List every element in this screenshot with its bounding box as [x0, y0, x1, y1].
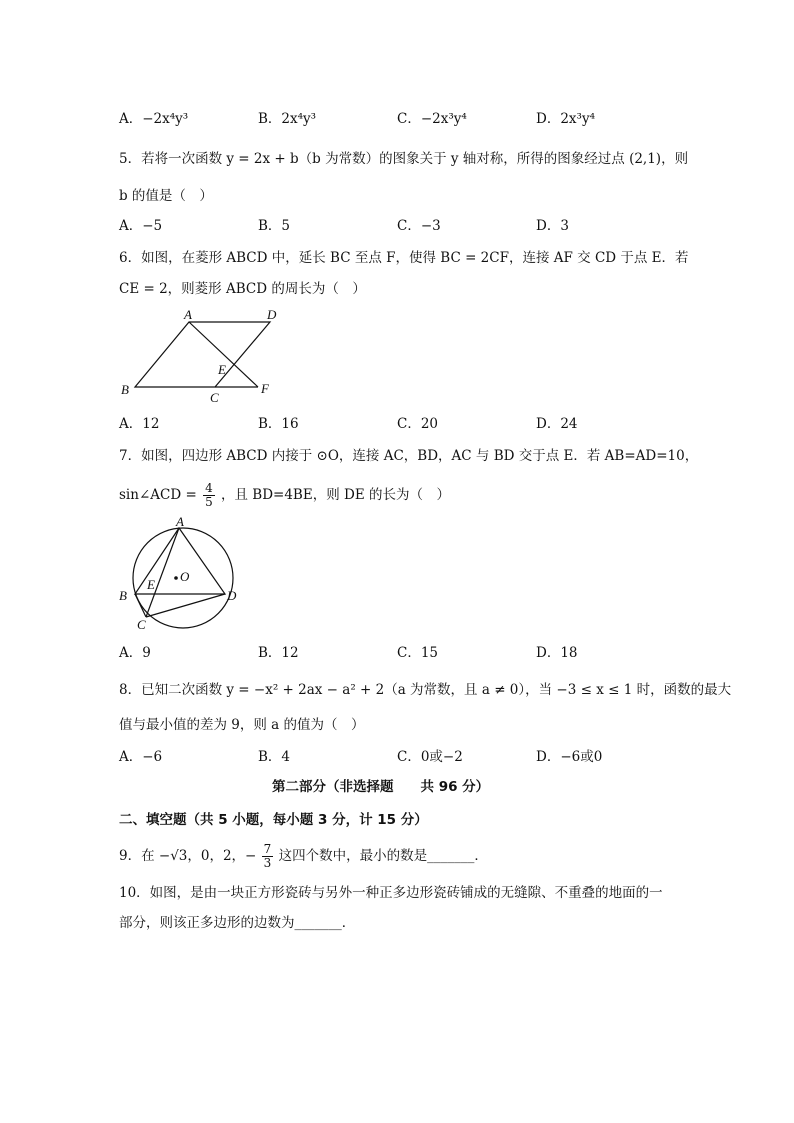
q6-rhombus-figure	[115, 306, 285, 406]
q5-option-b: B．5	[258, 218, 291, 234]
q6-option-b: B．16	[258, 416, 299, 432]
part2-title: 第二部分（非选择题 共 96 分）	[272, 779, 490, 795]
q7-option-d: D．18	[536, 645, 578, 661]
q7-fraction-numerator: 4	[205, 481, 213, 495]
q7-fraction	[203, 482, 215, 509]
q7-sin-label: sin∠ACD =	[119, 487, 197, 503]
label-e: E	[218, 362, 226, 377]
q6-option-c: C．20	[397, 416, 439, 432]
q7-option-c: C．15	[397, 645, 439, 661]
label-b: B	[119, 588, 127, 603]
q4-option-c: C．−2x³y⁴	[397, 111, 467, 127]
label-f: F	[261, 381, 269, 396]
q9-suffix: 这四个数中，最小的数是_______．	[278, 848, 488, 864]
rhombus-abcd	[135, 322, 270, 387]
q6-text-line2: CE = 2，则菱形 ABCD 的周长为（ ）	[119, 281, 366, 297]
q6-option-a: A．12	[119, 416, 160, 432]
q7-option-b: B．12	[258, 645, 299, 661]
label-a: A	[184, 307, 192, 322]
q9-text	[119, 843, 488, 870]
q10-text-line1: 10．如图，是由一块正方形瓷砖与另外一种正多边形瓷砖铺成的无缝隙、不重叠的地面的一	[119, 885, 663, 901]
q9-fraction-denominator: 3	[263, 856, 272, 870]
q5-option-a: A．−5	[119, 218, 163, 234]
q7-text-line1: 7．如图，四边形 ABCD 内接于 ⊙O，连接 AC，BD，AC 与 BD 交于点 E．若 AB=AD=10，	[119, 448, 699, 464]
label-e: E	[147, 577, 155, 592]
q5-option-d: D．3	[536, 218, 569, 234]
q5-text-line2: b 的值是（ ）	[119, 188, 213, 204]
q9-fraction-numerator: 7	[263, 842, 272, 856]
q8-option-a: A．−6	[119, 749, 163, 765]
segment-cd	[146, 594, 225, 617]
q7-circle-figure	[115, 514, 245, 634]
label-c: C	[137, 617, 146, 632]
q7-option-a: A．9	[119, 645, 151, 661]
q4-option-b: B．2x⁴y³	[258, 111, 317, 127]
label-d: D	[227, 588, 237, 603]
label-o: O	[180, 569, 190, 584]
label-a: A	[176, 514, 184, 529]
q4-option-a: A．−2x⁴y³	[119, 111, 189, 127]
q6-text-line1: 6．如图，在菱形 ABCD 中，延长 BC 至点 F，使得 BC = 2CF，连接 AF 交 CD 于点 E．若	[119, 250, 689, 266]
q5-option-c: C．−3	[397, 218, 441, 234]
q7-condition-text: ，且 BD=4BE，则 DE 的长为（ ）	[221, 487, 450, 503]
q8-option-d: D．−6或0	[536, 749, 603, 765]
q10-text-line2: 部分，则该正多边形的边数为_______．	[119, 915, 356, 931]
q6-option-d: D．24	[536, 416, 578, 432]
q5-text-line1: 5．若将一次函数 y = 2x + b（b 为常数）的图象关于 y 轴对称，所得的图象经过点 (2,1)，则	[119, 151, 689, 167]
q9-prefix: 9．在 −√3，0，2，−	[119, 848, 257, 864]
center-point	[174, 576, 178, 580]
label-c: C	[210, 390, 219, 405]
q8-text-line2: 值与最小值的差为 9，则 a 的值为（ ）	[119, 717, 365, 733]
q7-fraction-denominator: 5	[205, 495, 213, 509]
label-b: B	[121, 382, 129, 397]
q7-text-line2	[119, 482, 450, 509]
section2-title: 二、填空题（共 5 小题，每小题 3 分，计 15 分）	[119, 812, 428, 828]
label-d: D	[267, 307, 277, 322]
segment-bc	[135, 594, 146, 617]
q8-option-b: B．4	[258, 749, 291, 765]
q8-option-c: C．0或−2	[397, 749, 463, 765]
q9-fraction	[262, 843, 274, 870]
q8-text-line1: 8．已知二次函数 y = −x² + 2ax − a² + 2（a 为常数，且 a ≠ 0），当 −3 ≤ x ≤ 1 时，函数的最大	[119, 682, 732, 698]
q4-option-d: D．2x³y⁴	[536, 111, 595, 127]
segment-ac	[146, 528, 179, 617]
